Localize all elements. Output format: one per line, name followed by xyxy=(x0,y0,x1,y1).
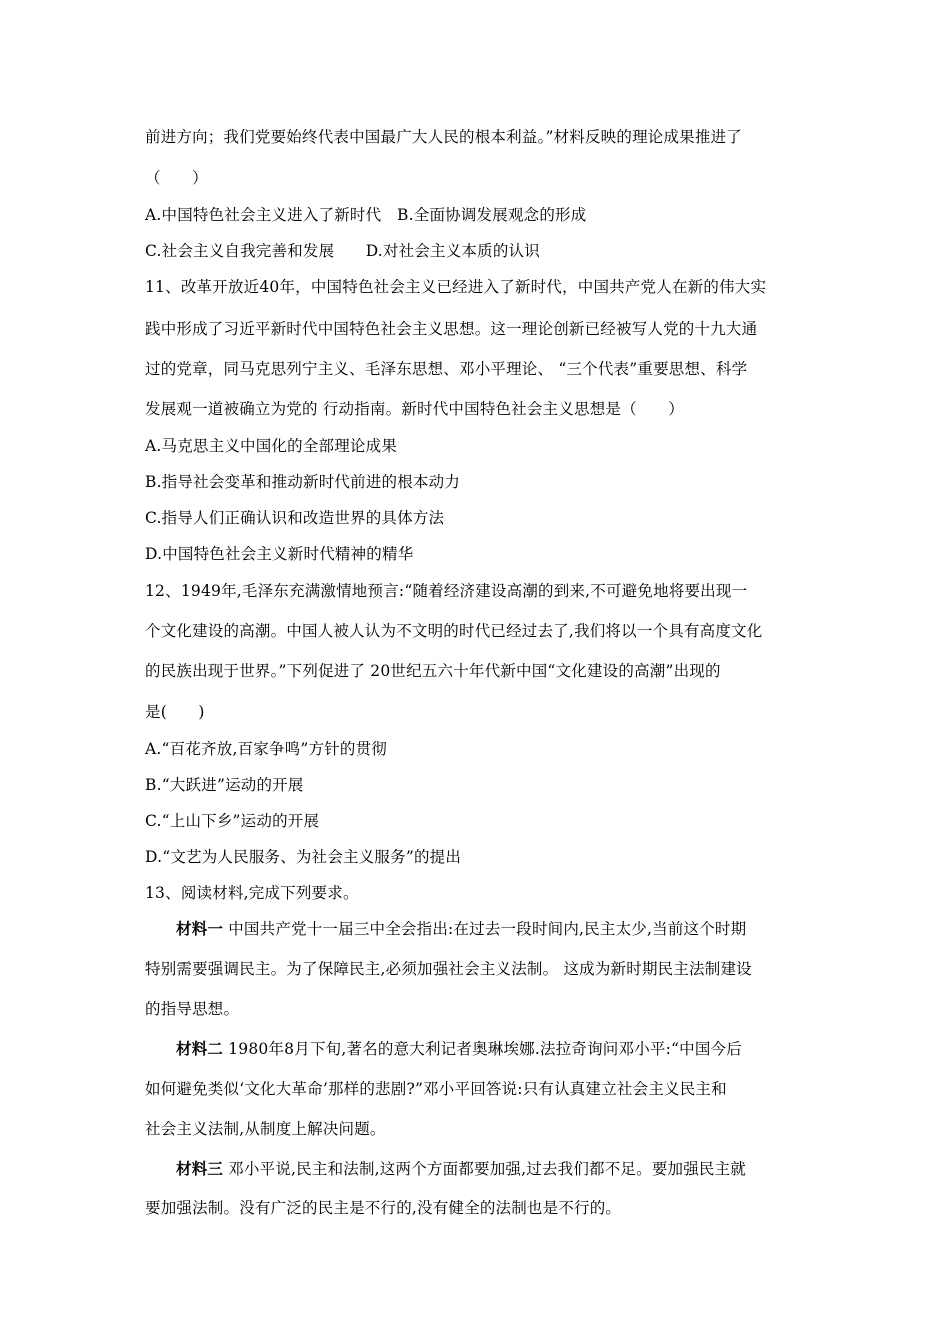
material-1-line: 特别需要强调民主。为了保障民主,必须加强社会主义法制。 这成为新时期民主法制建设 xyxy=(145,960,752,978)
material-3-line: 要加强法制。没有广泛的民主是不行的,没有健全的法制也是不行的。 xyxy=(145,1199,622,1217)
q12-option-a: A.“百花齐放,百家争鸣”方针的贯彻 xyxy=(145,740,387,758)
material-2-line xyxy=(176,1038,841,1060)
material-2-text: 1980年8月下旬,著名的意大利记者奥琳埃娜.法拉奇询问邓小平:“中国今后 xyxy=(223,1040,742,1058)
material-3-label: 材料三 xyxy=(176,1159,224,1178)
q11-stem-line: 过的党章，同马克思列宁主义、毛泽东思想、邓小平理论、 “三个代表”重要思想、科学 xyxy=(145,360,748,378)
material-3-line xyxy=(176,1158,841,1180)
q11-stem-line: 发展观一道被确立为党的 行动指南。新时代中国特色社会主义思想是（ ） xyxy=(145,400,684,418)
material-2-line: 社会主义法制,从制度上解决问题。 xyxy=(145,1120,386,1138)
q11-option-a: A.马克思主义中国化的全部理论成果 xyxy=(145,437,398,455)
q12-option-c: C.“上山下乡”运动的开展 xyxy=(145,812,320,830)
q13-stem: 13、阅读材料,完成下列要求。 xyxy=(145,884,359,902)
q12-stem-line: 12、1949年,毛泽东充满激情地预言:“随着经济建设高潮的到来,不可避免地将要出现一 xyxy=(145,582,748,600)
q12-stem-line: 的民族出现于世界。”下列促进了 20世纪五六十年代新中国“文化建设的高潮”出现的 xyxy=(145,662,721,680)
q10-option-cd: C.社会主义自我完善和发展 D.对社会主义本质的认识 xyxy=(145,242,540,260)
material-1-label: 材料一 xyxy=(176,919,224,938)
q12-option-d: D.“文艺为人民服务、为社会主义服务”的提出 xyxy=(145,848,462,866)
q10-answer-blank: （ ） xyxy=(145,169,208,187)
q10-option-ab: A.中国特色社会主义进入了新时代 B.全面协调发展观念的形成 xyxy=(145,206,587,224)
material-2-label: 材料二 xyxy=(176,1039,224,1058)
material-1-line: 的指导思想。 xyxy=(145,1000,240,1018)
q11-option-d: D.中国特色社会主义新时代精神的精华 xyxy=(145,545,414,563)
q11-stem-line: 11、改革开放近40年，中国特色社会主义已经进入了新时代，中国共产党人在新的伟大实 xyxy=(145,278,767,296)
q12-option-b: B.“大跃进”运动的开展 xyxy=(145,776,304,794)
material-1-text: 中国共产党十一届三中全会指出:在过去一段时间内,民主太少,当前这个时期 xyxy=(223,920,747,938)
q12-stem-line: 个文化建设的高潮。中国人被人认为不文明的时代已经过去了,我们将以一个具有高度文化 xyxy=(145,622,763,640)
q11-option-b: B.指导社会变革和推动新时代前进的根本动力 xyxy=(145,473,461,491)
q10-stem-line: 前进方向；我们党要始终代表中国最广大人民的根本利益。”材料反映的理论成果推进了 xyxy=(145,128,742,146)
material-2-line: 如何避免类似‘文化大革命’那样的悲剧?”邓小平回答说:只有认真建立社会主义民主和 xyxy=(145,1080,727,1098)
material-3-text: 邓小平说,民主和法制,这两个方面都要加强,过去我们都不足。要加强民主就 xyxy=(223,1160,747,1178)
q12-stem-line: 是( ) xyxy=(145,703,205,721)
q11-option-c: C.指导人们正确认识和改造世界的具体方法 xyxy=(145,509,445,527)
material-1-line xyxy=(176,918,841,940)
q11-stem-line: 践中形成了习近平新时代中国特色社会主义思想。这一理论创新已经被写人党的十九大通 xyxy=(145,320,758,338)
